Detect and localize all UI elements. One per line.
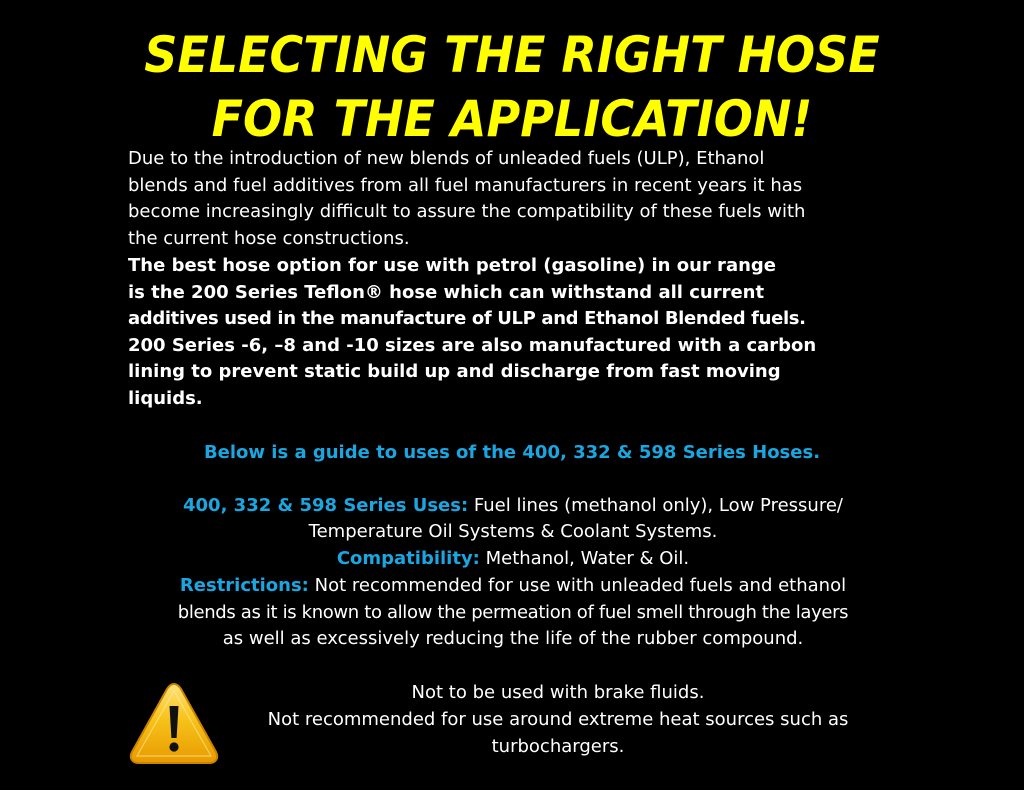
warning-line-2: Not recommended for use around extreme heat sources such as: [267, 709, 849, 730]
title-line-1: SELECTING THE RIGHT HOSE: [144, 26, 880, 84]
best-option-line: additives used in the manufacture of ULP and Ethanol Blended fuels.: [128, 308, 806, 329]
title-line-2: FOR THE APPLICATION!: [211, 90, 813, 148]
best-option-line: The best hose option for use with petrol (gasoline) in our range: [128, 255, 776, 276]
compatibility-label: Compatibility:: [336, 548, 480, 569]
restrictions-text-2: blends as it is known to allow the permeation of fuel smell through the layers: [177, 601, 849, 623]
compatibility-section: [128, 546, 898, 572]
intro-line: the current hose constructions.: [128, 227, 410, 249]
best-option-line: lining to prevent static build up and discharge from fast moving: [128, 361, 781, 382]
intro-paragraph: [128, 146, 918, 252]
best-option-line: liquids.: [128, 387, 203, 409]
best-option-paragraph: [128, 253, 918, 412]
intro-line: Due to the introduction of new blends of unleaded fuels (ULP), Ethanol: [128, 148, 765, 169]
guide-heading: Below is a guide to uses of the 400, 332 & 598 Series Hoses.: [203, 442, 821, 463]
restrictions-section: [128, 573, 898, 653]
restrictions-text-1: Not recommended for use with unleaded fuels and ethanol: [308, 575, 847, 596]
restrictions-line-1: [128, 573, 898, 600]
warning-line-3: turbochargers.: [491, 736, 625, 757]
warning-line-1: Not to be used with brake fluids.: [411, 682, 705, 703]
compatibility-text: Methanol, Water & Oil.: [479, 548, 690, 569]
best-option-line: is the 200 Series Teflon® hose which can withstand all current: [128, 281, 765, 303]
warning-triangle-icon: [128, 680, 220, 766]
uses-text-1: Fuel lines (methanol only), Low Pressure/: [468, 495, 843, 516]
best-option-line: 200 Series -6, –8 and -10 sizes are also manufactured with a carbon: [128, 334, 817, 356]
warning-text: [230, 679, 886, 760]
restrictions-label: Restrictions:: [179, 575, 309, 596]
uses-line-1: [128, 493, 898, 519]
intro-line: blends and fuel additives from all fuel manufacturers in recent years it has: [128, 174, 803, 196]
intro-line: become increasingly difficult to assure the compatibility of these fuels with: [128, 201, 806, 222]
restrictions-text-3: as well as excessively reducing the life of the rubber compound.: [222, 628, 804, 649]
uses-section: [128, 493, 898, 545]
uses-text-2: Temperature Oil Systems & Coolant Systems.: [308, 521, 718, 542]
uses-label: 400, 332 & 598 Series Uses:: [183, 495, 469, 516]
